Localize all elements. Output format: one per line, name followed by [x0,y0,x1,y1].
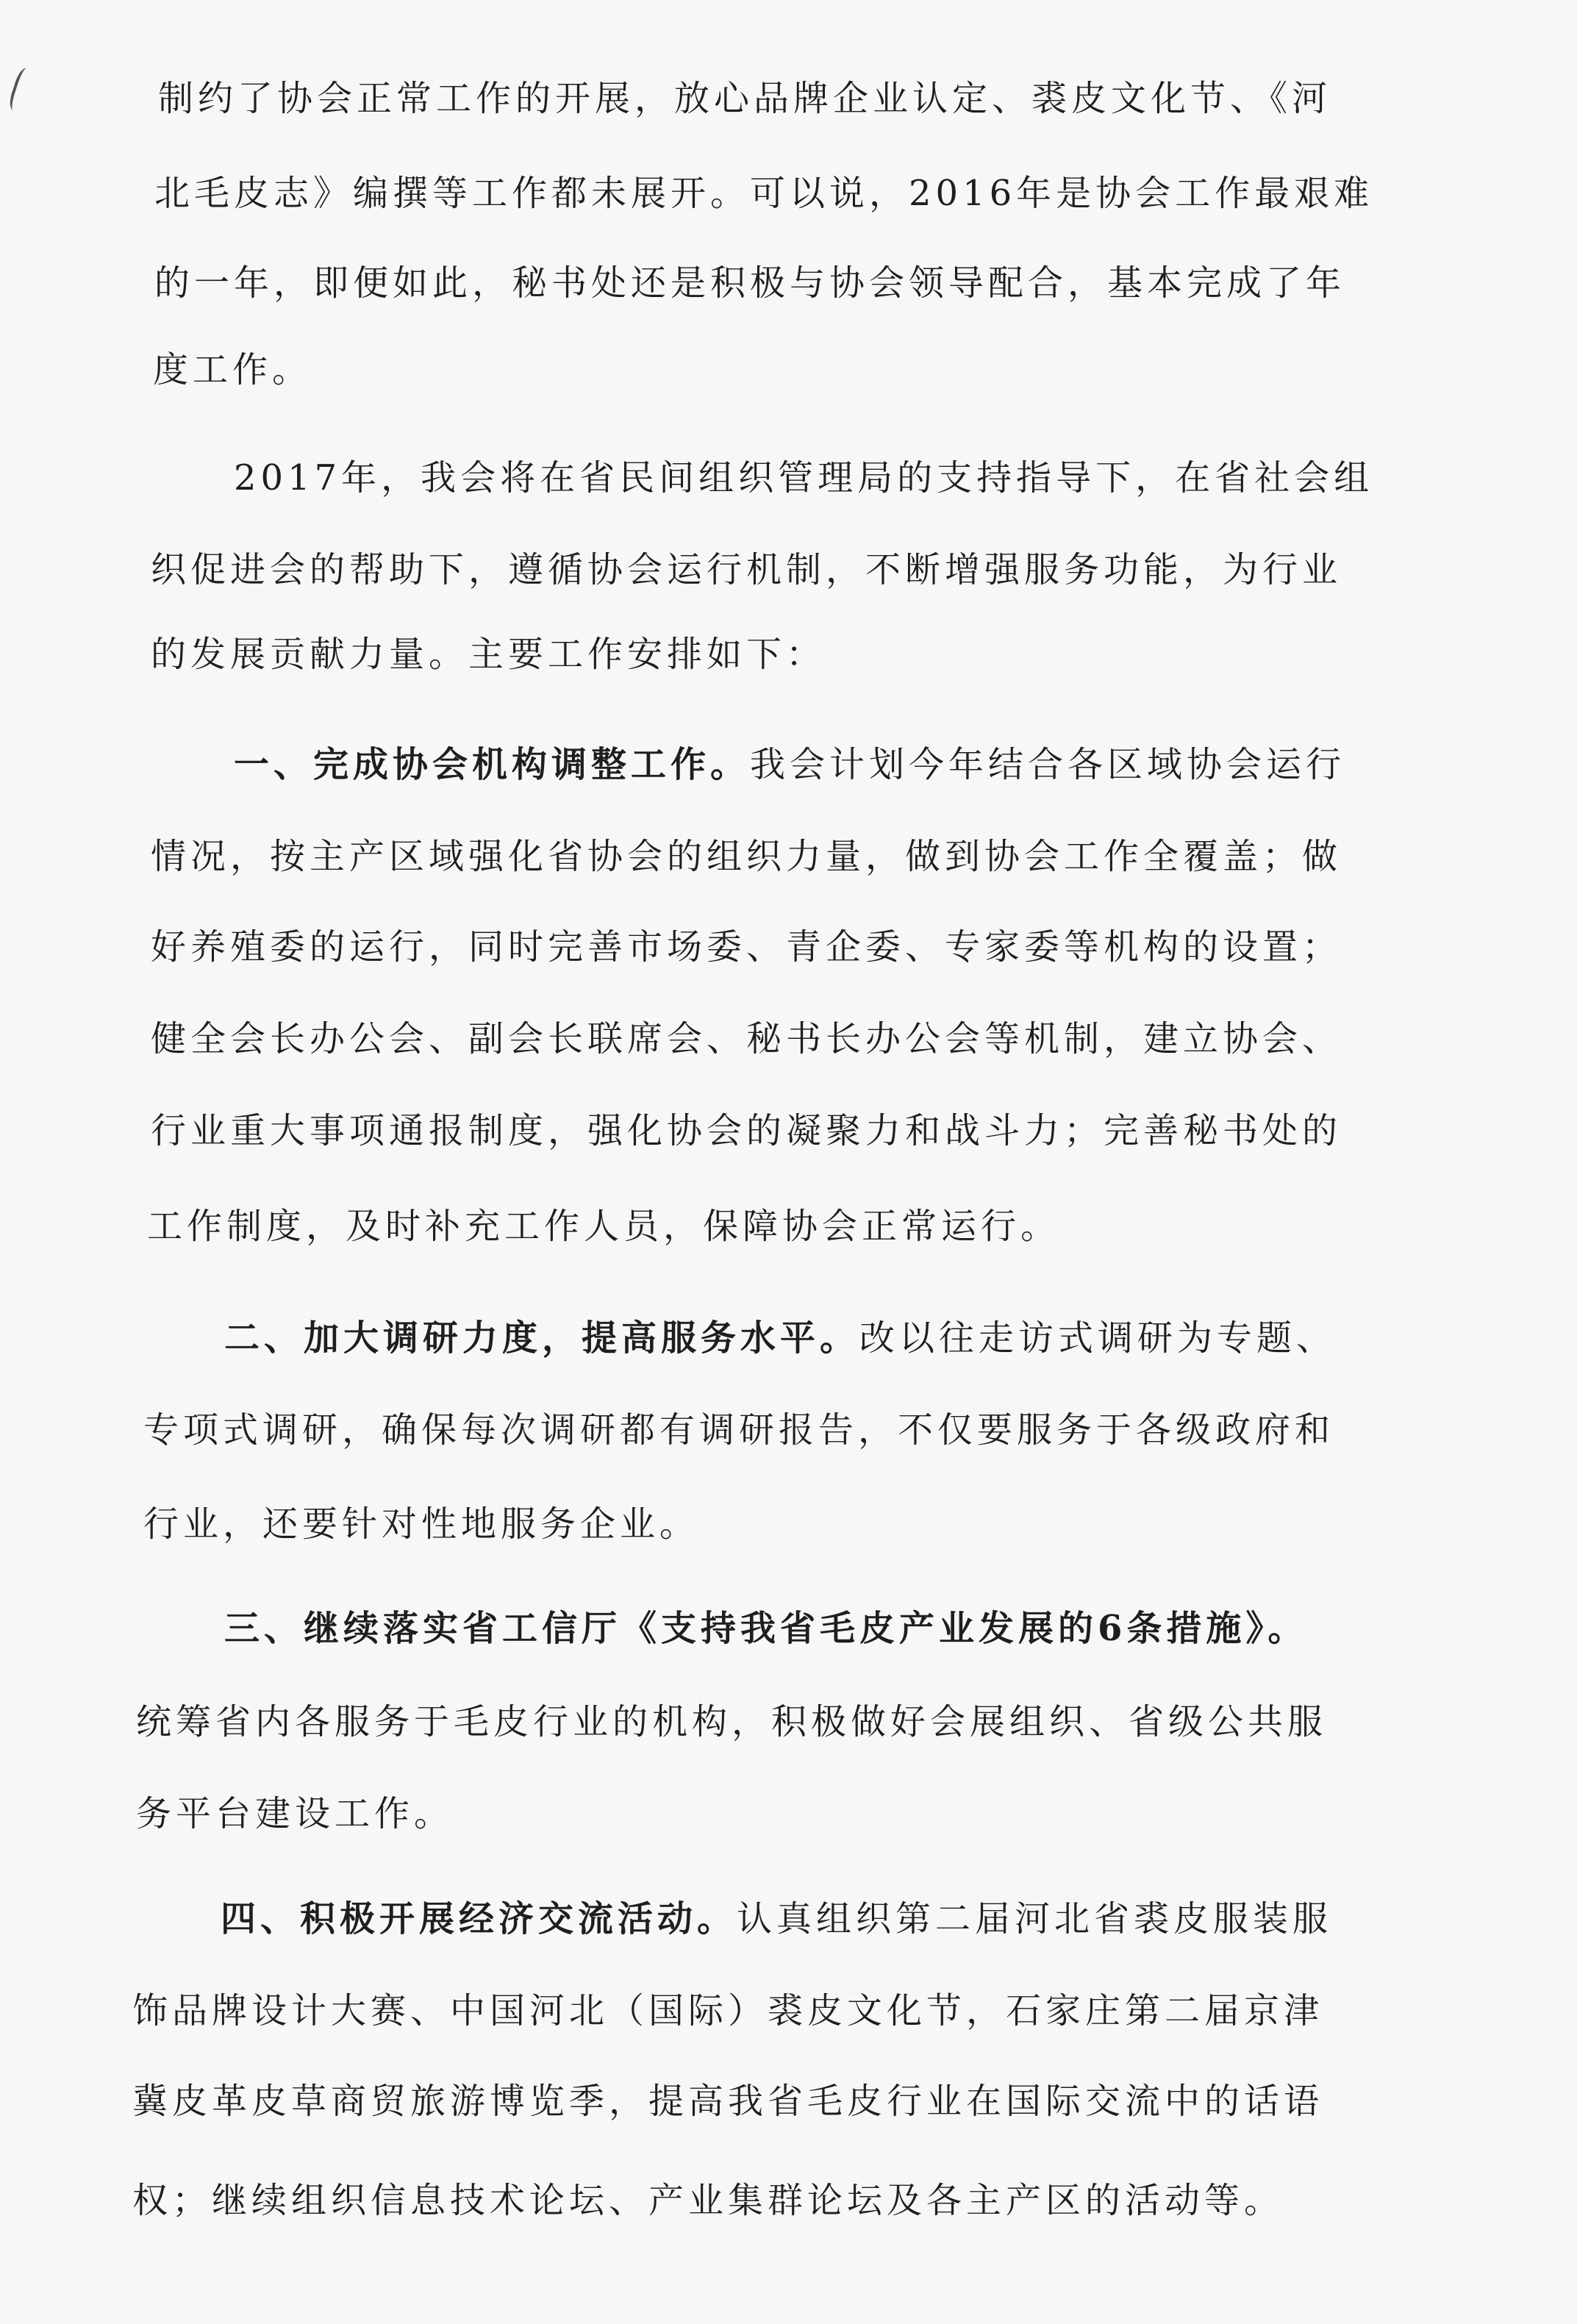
section-text: 改以往走访式调研为专题、 [859,1317,1337,1359]
section-heading-line [224,1316,1336,1360]
text-line: 统筹省内各服务于毛皮行业的机构，积极做好会展组织、省级公共服 [136,1701,1328,1742]
text-line: 务平台建设工作。 [136,1793,454,1834]
section-text: 我会计划今年结合各区域协会运行 [750,744,1346,785]
text-line: 行业重大事项通报制度，强化协会的凝聚力和战斗力；完善秘书处的 [151,1110,1342,1151]
text-line: 好养殖委的运行，同时完善市场委、青企委、专家委等机构的设置； [151,926,1342,968]
section-heading-line [224,1606,1307,1651]
text-line: 度工作。 [153,349,312,390]
section-heading-line [234,743,1345,787]
section-heading-line [221,1897,1332,1941]
text-line: 冀皮革皮草商贸旅游博览季，提高我省毛皮行业在国际交流中的话语 [132,2081,1324,2122]
section-heading: 三、继续落实省工信厅《支持我省毛皮产业发展的6条措施》。 [224,1608,1308,1649]
text-line: 制约了协会正常工作的开展，放心品牌企业认定、裘皮文化节、《河 [158,78,1332,119]
section-heading: 一、完成协会机构调整工作。 [234,744,751,785]
margin-mark [7,66,35,113]
text-line: 织促进会的帮助下，遵循协会运行机制，不断增强服务功能，为行业 [151,549,1342,590]
text-line: 2017年，我会将在省民间组织管理局的支持指导下，在省社会组 [234,457,1374,498]
text-line: 行业，还要针对性地服务企业。 [143,1504,700,1545]
text-line: 权；继续组织信息技术论坛、产业集群论坛及各主产区的活动等。 [132,2180,1284,2221]
text-line: 专项式调研，确保每次调研都有调研报告，不仅要服务于各级政府和 [143,1409,1335,1451]
text-line: 情况，按主产区域强化省协会的组织力量，做到协会工作全覆盖；做 [151,836,1342,877]
text-line: 的一年，即便如此，秘书处还是积极与协会领导配合，基本完成了年 [154,262,1346,304]
text-line: 饰品牌设计大赛、中国河北（国际）裘皮文化节，石家庄第二届京津 [132,1990,1324,2031]
text-line: 健全会长办公会、副会长联席会、秘书长办公会等机制，建立协会、 [151,1018,1342,1059]
section-heading: 二、加大调研力度，提高服务水平。 [224,1317,860,1359]
text-line: 的发展贡献力量。主要工作安排如下： [151,634,826,675]
section-text: 认真组织第二届河北省裘皮服装服 [737,1898,1333,1939]
text-line: 北毛皮志》编撰等工作都未展开。可以说，2016年是协会工作最艰难 [154,173,1374,214]
text-line: 工作制度，及时补充工作人员，保障协会正常运行。 [147,1206,1061,1247]
section-heading: 四、积极开展经济交流活动。 [221,1898,737,1939]
